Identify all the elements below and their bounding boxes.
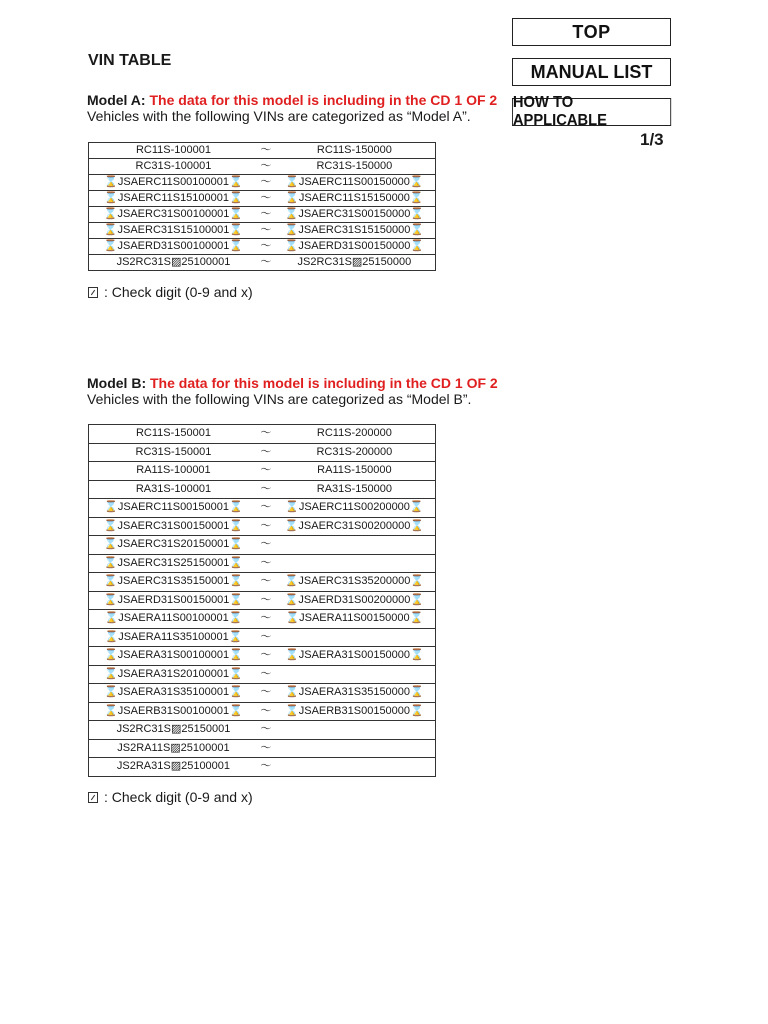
vin-to-cell: ⌛JSAERA11S00150000⌛ [274, 610, 436, 629]
how-to-applicable-button[interactable]: HOW TO APPLICABLE [512, 98, 671, 126]
vin-tilde-cell: ～ [258, 758, 274, 777]
vin-from-cell: ⌛JSAERA31S35100001⌛ [89, 684, 258, 703]
model-a-check-note [88, 284, 253, 300]
vin-tilde-cell: ～ [258, 191, 274, 207]
vin-tilde-cell: ～ [258, 739, 274, 758]
table-row [89, 758, 436, 777]
vin-to-cell: ⌛JSAERC31S00200000⌛ [274, 517, 436, 536]
vin-tilde-cell: ～ [258, 223, 274, 239]
model-a-vin-table [88, 142, 436, 271]
table-row [89, 443, 436, 462]
vin-from-cell: ⌛JSAERB31S00100001⌛ [89, 702, 258, 721]
vin-tilde-cell: ～ [258, 721, 274, 740]
table-row [89, 610, 436, 629]
vin-tilde-cell: ～ [258, 591, 274, 610]
table-row [89, 739, 436, 758]
vin-to-cell: RC11S-150000 [274, 143, 436, 159]
table-row [89, 462, 436, 481]
model-b-check-note [88, 789, 253, 805]
table-row [89, 573, 436, 592]
vin-to-cell: JS2RC31S▨25150000 [274, 255, 436, 271]
vin-from-cell: RC11S-150001 [89, 425, 258, 444]
check-digit-icon [88, 287, 98, 298]
vin-tilde-cell: ～ [258, 207, 274, 223]
vin-from-cell: ⌛JSAERC31S15100001⌛ [89, 223, 258, 239]
table-row [89, 480, 436, 499]
table-row [89, 628, 436, 647]
vin-tilde-cell: ～ [258, 554, 274, 573]
vin-to-cell: ⌛JSAERA31S00150000⌛ [274, 647, 436, 666]
vin-to-cell: RA31S-150000 [274, 480, 436, 499]
vin-tilde-cell: ～ [258, 499, 274, 518]
vin-to-cell [274, 665, 436, 684]
table-row [89, 554, 436, 573]
vin-from-cell: ⌛JSAERA11S00100001⌛ [89, 610, 258, 629]
vin-to-cell [274, 758, 436, 777]
table-row [89, 499, 436, 518]
vin-to-cell: ⌛JSAERC31S15150000⌛ [274, 223, 436, 239]
model-b-vin-table [88, 424, 436, 777]
vin-to-cell: ⌛JSAERC11S00200000⌛ [274, 499, 436, 518]
vin-from-cell: RC31S-100001 [89, 159, 258, 175]
vin-from-cell: ⌛JSAERA31S00100001⌛ [89, 647, 258, 666]
table-row [89, 175, 436, 191]
vin-to-cell [274, 721, 436, 740]
vin-tilde-cell: ～ [258, 573, 274, 592]
vin-to-cell: ⌛JSAERB31S00150000⌛ [274, 702, 436, 721]
vin-from-cell: ⌛JSAERC31S00100001⌛ [89, 207, 258, 223]
vin-to-cell: ⌛JSAERC31S00150000⌛ [274, 207, 436, 223]
table-row [89, 702, 436, 721]
vin-to-cell: RC31S-150000 [274, 159, 436, 175]
vin-to-cell [274, 739, 436, 758]
vin-to-cell: RC31S-200000 [274, 443, 436, 462]
vin-to-cell [274, 536, 436, 555]
table-row [89, 684, 436, 703]
model-b-note: The data for this model is including in the CD 1 OF 2 [150, 375, 498, 391]
vin-tilde-cell: ～ [258, 702, 274, 721]
vin-from-cell: ⌛JSAERD31S00150001⌛ [89, 591, 258, 610]
model-b-description: Vehicles with the following VINs are categorized as “Model B”. [87, 391, 472, 407]
vin-tilde-cell: ～ [258, 239, 274, 255]
vin-tilde-cell: ～ [258, 425, 274, 444]
vin-tilde-cell: ～ [258, 647, 274, 666]
vin-from-cell: ⌛JSAERD31S00100001⌛ [89, 239, 258, 255]
vin-to-cell: ⌛JSAERC11S00150000⌛ [274, 175, 436, 191]
model-b-heading [87, 375, 498, 391]
vin-from-cell: JS2RA11S▨25100001 [89, 739, 258, 758]
vin-to-cell: ⌛JSAERD31S00150000⌛ [274, 239, 436, 255]
vin-tilde-cell: ～ [258, 665, 274, 684]
vin-tilde-cell: ～ [258, 684, 274, 703]
vin-to-cell: ⌛JSAERC11S15150000⌛ [274, 191, 436, 207]
table-row [89, 239, 436, 255]
vin-tilde-cell: ～ [258, 628, 274, 647]
page-indicator: 1/3 [640, 130, 664, 149]
manual-list-button[interactable]: MANUAL LIST [512, 58, 671, 86]
vin-tilde-cell: ～ [258, 159, 274, 175]
page-title: VIN TABLE [88, 52, 172, 69]
vin-tilde-cell: ～ [258, 443, 274, 462]
table-row [89, 191, 436, 207]
vin-tilde-cell: ～ [258, 610, 274, 629]
vin-from-cell: ⌛JSAERA11S35100001⌛ [89, 628, 258, 647]
vin-tilde-cell: ～ [258, 175, 274, 191]
table-row [89, 207, 436, 223]
model-a-label: Model A: [87, 92, 146, 108]
vin-tilde-cell: ～ [258, 517, 274, 536]
vin-from-cell: ⌛JSAERA31S20100001⌛ [89, 665, 258, 684]
vin-to-cell [274, 554, 436, 573]
check-digit-icon [88, 792, 98, 803]
vin-to-cell [274, 628, 436, 647]
table-row [89, 647, 436, 666]
vin-from-cell: RA31S-100001 [89, 480, 258, 499]
vin-tilde-cell: ～ [258, 462, 274, 481]
table-row [89, 536, 436, 555]
table-row [89, 721, 436, 740]
model-a-note: The data for this model is including in the CD 1 OF 2 [149, 92, 498, 108]
vin-to-cell: RA11S-150000 [274, 462, 436, 481]
model-a-description: Vehicles with the following VINs are categorized as “Model A”. [87, 108, 471, 124]
table-row [89, 255, 436, 271]
vin-from-cell: ⌛JSAERC31S25150001⌛ [89, 554, 258, 573]
vin-from-cell: JS2RC31S▨25150001 [89, 721, 258, 740]
model-b-label: Model B: [87, 375, 147, 391]
model-a-heading [87, 92, 497, 108]
vin-to-cell: ⌛JSAERC31S35200000⌛ [274, 573, 436, 592]
table-row [89, 425, 436, 444]
vin-from-cell: ⌛JSAERC11S00100001⌛ [89, 175, 258, 191]
vin-tilde-cell: ～ [258, 143, 274, 159]
vin-to-cell: ⌛JSAERD31S00200000⌛ [274, 591, 436, 610]
table-row [89, 159, 436, 175]
vin-from-cell: JS2RC31S▨25100001 [89, 255, 258, 271]
vin-from-cell: ⌛JSAERC11S00150001⌛ [89, 499, 258, 518]
vin-to-cell: ⌛JSAERA31S35150000⌛ [274, 684, 436, 703]
vin-from-cell: JS2RA31S▨25100001 [89, 758, 258, 777]
table-row [89, 665, 436, 684]
top-button[interactable]: TOP [512, 18, 671, 46]
vin-from-cell: ⌛JSAERC11S15100001⌛ [89, 191, 258, 207]
vin-from-cell: ⌛JSAERC31S20150001⌛ [89, 536, 258, 555]
vin-from-cell: ⌛JSAERC31S35150001⌛ [89, 573, 258, 592]
vin-from-cell: ⌛JSAERC31S00150001⌛ [89, 517, 258, 536]
table-row [89, 591, 436, 610]
vin-tilde-cell: ～ [258, 536, 274, 555]
vin-from-cell: RA11S-100001 [89, 462, 258, 481]
table-row [89, 223, 436, 239]
vin-tilde-cell: ～ [258, 480, 274, 499]
vin-from-cell: RC11S-100001 [89, 143, 258, 159]
vin-from-cell: RC31S-150001 [89, 443, 258, 462]
table-row [89, 143, 436, 159]
model-a-check-note-text: : Check digit (0-9 and x) [104, 284, 253, 300]
model-b-check-note-text: : Check digit (0-9 and x) [104, 789, 253, 805]
table-row [89, 517, 436, 536]
vin-tilde-cell: ～ [258, 255, 274, 271]
vin-to-cell: RC11S-200000 [274, 425, 436, 444]
